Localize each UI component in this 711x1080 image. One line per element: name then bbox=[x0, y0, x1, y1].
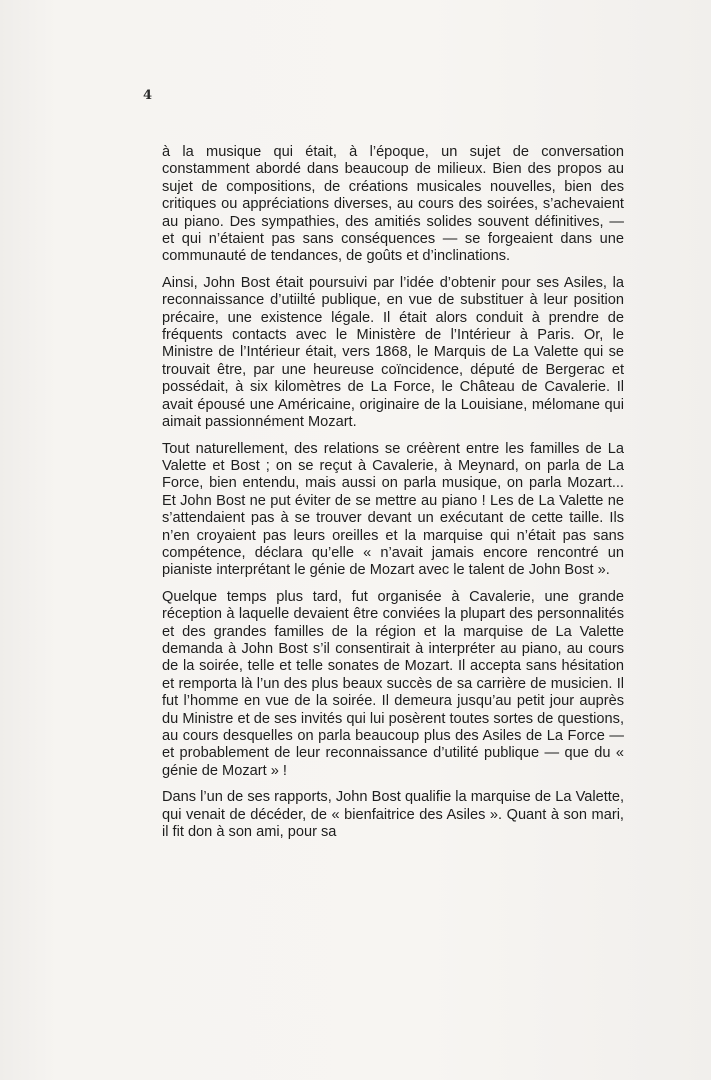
paragraph: Dans l’un de ses rapports, John Bost qualifie la marquise de La Valette, qui venait de décéder, de « bienfaitrice des Asiles ». Quant à son mari, il fit don à son ami, pour sa bbox=[162, 789, 624, 841]
body-text bbox=[162, 144, 624, 850]
paragraph: Quelque temps plus tard, fut organisée à Cavalerie, une grande réception à laquelle devaient être conviées la plupart des personnalités et des grandes familles de la région et la marquise de La Valette demanda à John Bost s’il consentirait à interpréter au piano, au cours de la soirée, telle et telle sonates de Mozart. Il accepta sans hésitation et remporta là l’un des plus beaux succès de sa carrière de musicien. Il fut l’homme en vue de la soirée. Il demeura jusqu’au petit jour auprès du Ministre et de ses invités qui lui posèrent toutes sortes de questions, au cours desquelles on parla beaucoup plus des Asiles de La Force — et probablement de leur reconnaissance d’utilité publique — que du « génie de Mozart » ! bbox=[162, 588, 624, 779]
paragraph: Tout naturellement, des relations se créèrent entre les familles de La Valette et Bost ; on se reçut à Cavalerie, à Meynard, on parla de La Force, bien entendu, mais aussi on parla musique, on parla Mozart... Et John Bost ne put éviter de se mettre au piano ! Les de La Valette ne s’attendaient pas à se trouver devant un exécutant de cette taille. Ils n’en croyaient pas leurs oreilles et la marquise qui n’était pas sans compétence, déclara qu’elle « n’avait jamais encore rencontré un pianiste interprétant le génie de Mozart avec le talent de John Bost ». bbox=[162, 440, 624, 579]
paragraph: à la musique qui était, à l’époque, un sujet de conversation constamment abordé dans beaucoup de milieux. Bien des propos au sujet de compositions, de créations musicales nouvelles, bien des critiques ou appréciations diverses, au cours des soirées, s’achevaient au piano. Des sympathies, des amitiés solides souvent définitives, — et qui n’étaient pas sans conséquences — se forgeaient dans une communauté de tendances, de goûts et d’inclinations. bbox=[162, 144, 624, 265]
page-number: 4 bbox=[143, 88, 153, 103]
paragraph: Ainsi, John Bost était poursuivi par l’idée d’obtenir pour ses Asiles, la reconnaissance d’utiilté publique, en vue de substituer à leur position précaire, une existence légale. Il était alors conduit à prendre de fréquents contacts avec le Ministère de l’Intérieur à Paris. Or, le Ministre de l’Intérieur était, vers 1868, le Marquis de La Valette qui se trouvait être, par une heureuse coïncidence, député de Bergerac et possédait, à six kilomètres de La Force, le Château de Cavalerie. Il avait épousé une Américaine, originaire de la Louisiane, mélomane qui aimait passionnément Mozart. bbox=[162, 274, 624, 431]
